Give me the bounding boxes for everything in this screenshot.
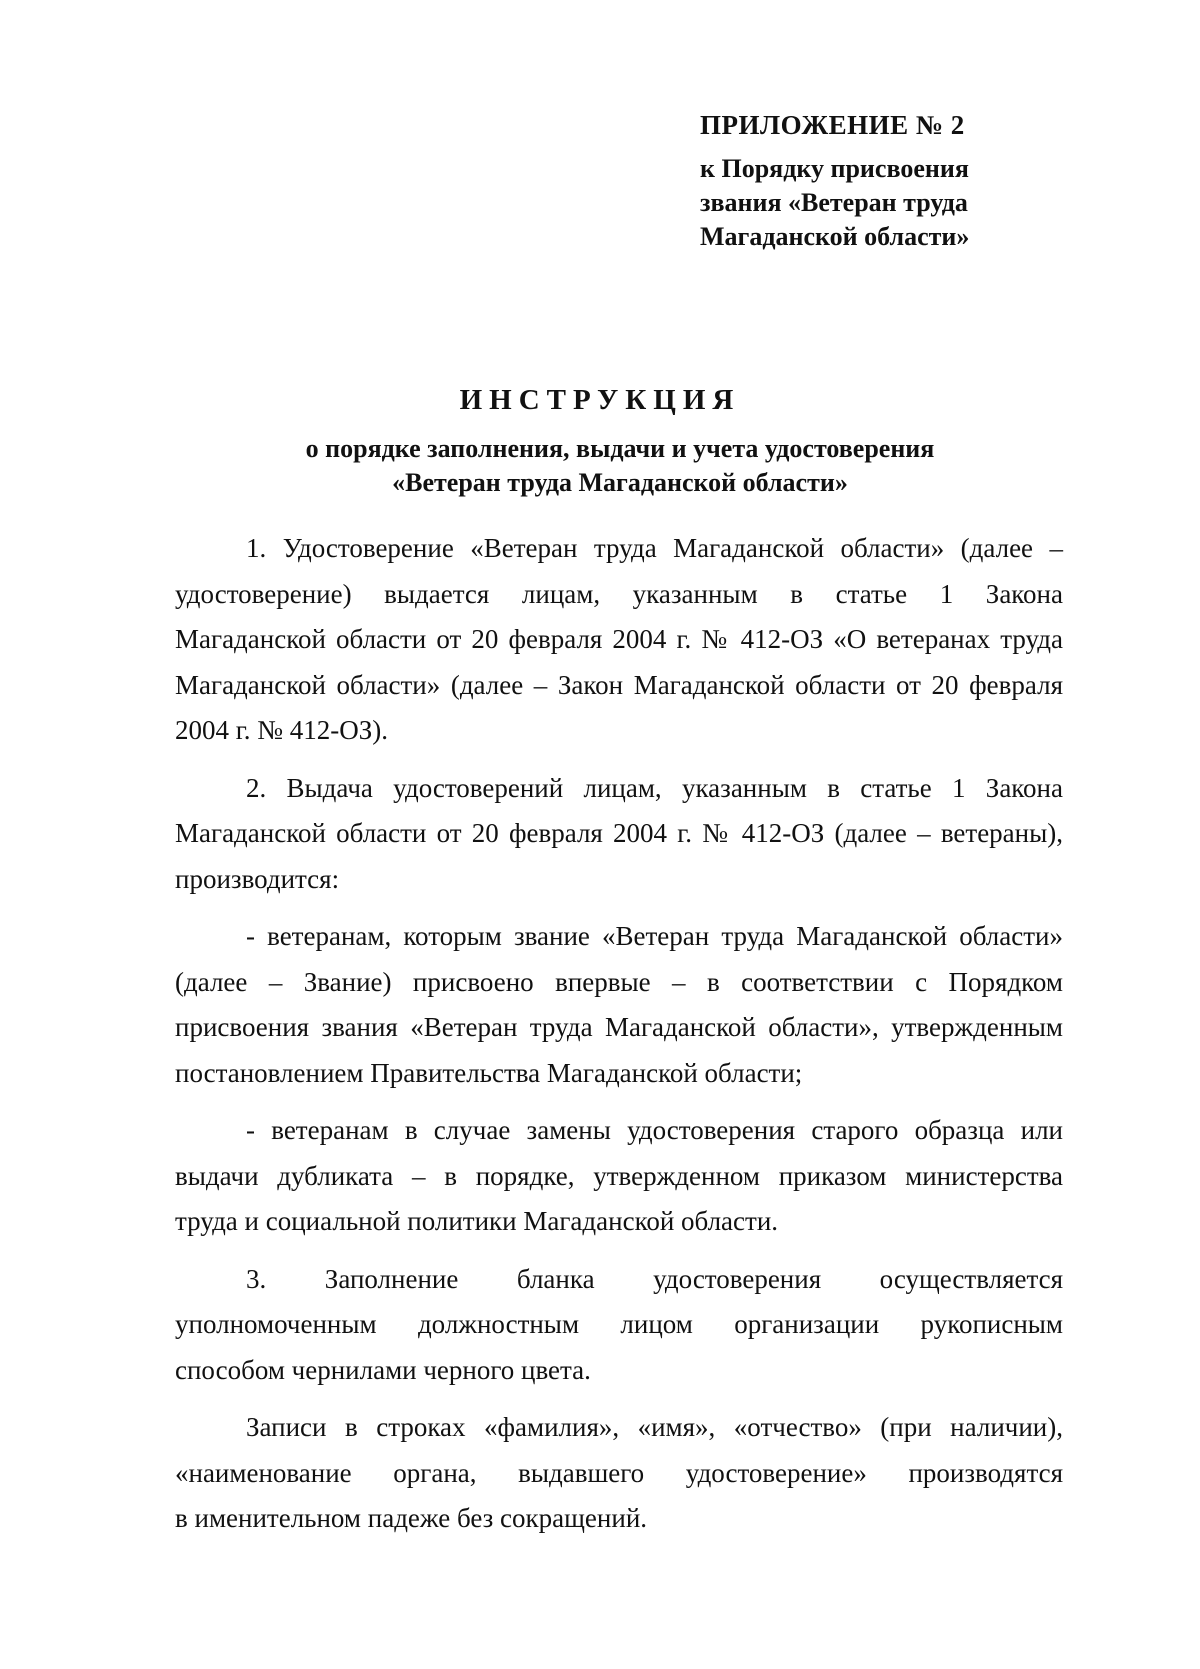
text-line: 2004 г. № 412-ОЗ). (175, 715, 389, 745)
text-line: присвоения звания «Ветеран труда Магаданской области», утвержденным (175, 1012, 1063, 1042)
text-line: Магаданской области от 20 февраля 2004 г. № 412-ОЗ (далее – ветераны), (175, 818, 1063, 848)
text-line: - ветеранам в случае замены удостоверения старого образца или (246, 1115, 1063, 1145)
text-line: - ветеранам, которым звание «Ветеран труда Магаданской области» (246, 921, 1063, 951)
text-line: способом чернилами черного цвета. (175, 1354, 591, 1385)
subtitle-line: о порядке заполнения, выдачи и учета удостоверения (305, 434, 935, 463)
text-line: Магаданской области» (далее – Закон Магаданской области от 20 февраля (175, 669, 1063, 700)
paragraph-2 (175, 766, 1063, 903)
text-line: производится: (175, 863, 340, 894)
text-line: в именительном падеже без сокращений. (175, 1503, 648, 1533)
text-line: удостоверение) выдается лицам, указанным в статье 1 Закона (175, 578, 1063, 609)
text-line: труда и социальной политики Магаданской области. (175, 1206, 779, 1236)
text-line: «наименование органа, выдавшего удостоверение» производятся (175, 1457, 1063, 1488)
text-line: постановлением Правительства Магаданской области; (175, 1057, 803, 1088)
paragraph-2-item-2 (175, 1108, 1063, 1245)
paragraph-2-item-1 (175, 914, 1063, 1096)
text-line: 2. Выдача удостоверений лицам, указанным в статье 1 Закона (246, 772, 1063, 803)
appendix-line: звания «Ветеран труда (700, 188, 968, 217)
document-subtitle (0, 432, 1200, 500)
text-line: (далее – Звание) присвоено впервые – в соответствии с Порядком (175, 966, 1063, 997)
text-line: Магаданской области от 20 февраля 2004 г. № 412-ОЗ «О ветеранах труда (175, 624, 1063, 654)
text-line: Записи в строках «фамилия», «имя», «отчество» (при наличии), (246, 1412, 1063, 1442)
text-line: 3. Заполнение бланка удостоверения осуществляется (246, 1263, 1063, 1294)
appendix-header (700, 108, 1030, 254)
text-line: 1. Удостоверение «Ветеран труда Магаданской области» (далее – (246, 533, 1063, 563)
paragraph-1 (175, 526, 1063, 754)
document-title: ИНСТРУКЦИЯ (459, 384, 741, 416)
document-body (175, 526, 1063, 1542)
text-line: уполномоченным должностным лицом организации рукописным (175, 1309, 1063, 1339)
appendix-line: Магаданской области» (700, 222, 970, 251)
paragraph-3 (175, 1257, 1063, 1394)
text-line: выдачи дубликата – в порядке, утвержденном приказом министерства (175, 1160, 1063, 1191)
subtitle-line: «Ветеран труда Магаданской области» (392, 468, 848, 497)
appendix-title: ПРИЛОЖЕНИЕ № 2 (700, 110, 965, 140)
paragraph-4 (175, 1405, 1063, 1542)
appendix-line: к Порядку присвоения (700, 154, 969, 183)
